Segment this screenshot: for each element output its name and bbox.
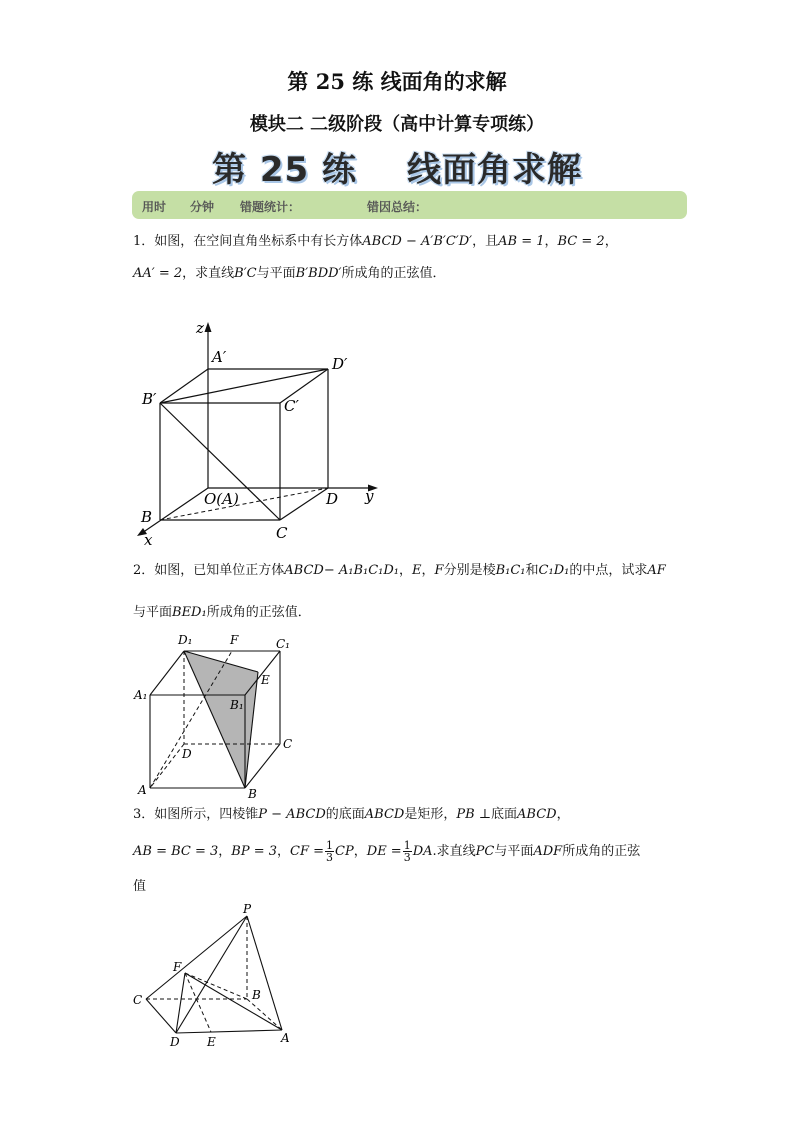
banner-title-left: 第 25 练: [212, 150, 357, 190]
q3-line3: 值: [133, 879, 147, 894]
q3-label-P: P: [243, 902, 252, 916]
q1-label-Dprime: D′: [332, 355, 348, 373]
q1-label-Cprime: C′: [284, 397, 299, 415]
q1-label-z: z: [196, 319, 204, 337]
q1-label-y: y: [365, 487, 374, 505]
q1-label-D: D: [326, 490, 339, 508]
q3-label-B: B: [252, 988, 261, 1002]
error-reasons-label: 错因总结：: [367, 200, 428, 214]
page-title: 第 25 练 线面角的求解: [287, 69, 507, 94]
q2-line1: 2．如图，已知单位正方体ABCD− A₁B₁C₁D₁，E，F分别是棱B₁C₁和C₁D₁的中点，试求AF: [133, 563, 666, 578]
q2-label-D: D: [182, 747, 192, 761]
q3-label-D: D: [170, 1035, 180, 1049]
q1-label-Bprime: B′: [142, 390, 157, 408]
q2-label-B1: B₁: [230, 698, 244, 712]
q1-label-B: B: [141, 508, 153, 526]
q3-line1: 3．如图所示，四棱锥P − ABCD的底面ABCD是矩形，PB ⊥底面ABCD，: [133, 807, 570, 822]
q2-label-C1: C₁: [276, 637, 290, 651]
q1-line2: AA′ = 2，求直线B′C与平面B′BDD′所成角的正弦值．: [133, 266, 446, 281]
q3-label-A: A: [281, 1031, 290, 1045]
q3-label-C: C: [133, 993, 143, 1007]
q2-label-A1: A₁: [134, 688, 148, 702]
error-stats-label: 错题统计：: [240, 200, 301, 214]
q3-label-E: E: [207, 1035, 216, 1049]
q2-label-B: B: [248, 787, 257, 801]
q1-label-O: O(A): [204, 490, 239, 508]
module-subtitle: 模块二 二级阶段（高中计算专项练）: [249, 114, 545, 135]
q1-label-Aprime: A′: [212, 348, 227, 366]
q2-label-F: F: [230, 633, 239, 647]
banner-title-right: 线面角求解: [407, 150, 582, 190]
time-used-label: 用时: [142, 200, 167, 214]
q3-fraction-de: $\frac{1}{3}$: [403, 839, 411, 864]
minutes-label: 分钟: [190, 200, 215, 214]
q2-label-A: A: [138, 783, 147, 797]
q2-label-E: E: [261, 673, 270, 687]
q1-label-x: x: [144, 531, 153, 549]
q1-label-C: C: [276, 524, 288, 542]
q3-fraction-cf: $\frac{1}{3}$: [326, 839, 334, 864]
q2-label-C: C: [283, 737, 293, 751]
q3-line2: AB = BC = 3，BP = 3，CF = $\frac{1}{3}$ CP，DE = $\frac{1}{3}$ DA.求直线PC与平面ADF所成角的正弦: [133, 839, 641, 864]
q2-label-D1: D₁: [178, 633, 193, 647]
q2-line2: 与平面BED₁所成角的正弦值．: [133, 605, 311, 620]
q3-label-F: F: [173, 960, 182, 974]
q1-line1: 1．如图，在空间直角坐标系中有长方体ABCD − A′B′C′D′，且AB = 1，BC = 2，: [133, 234, 618, 249]
